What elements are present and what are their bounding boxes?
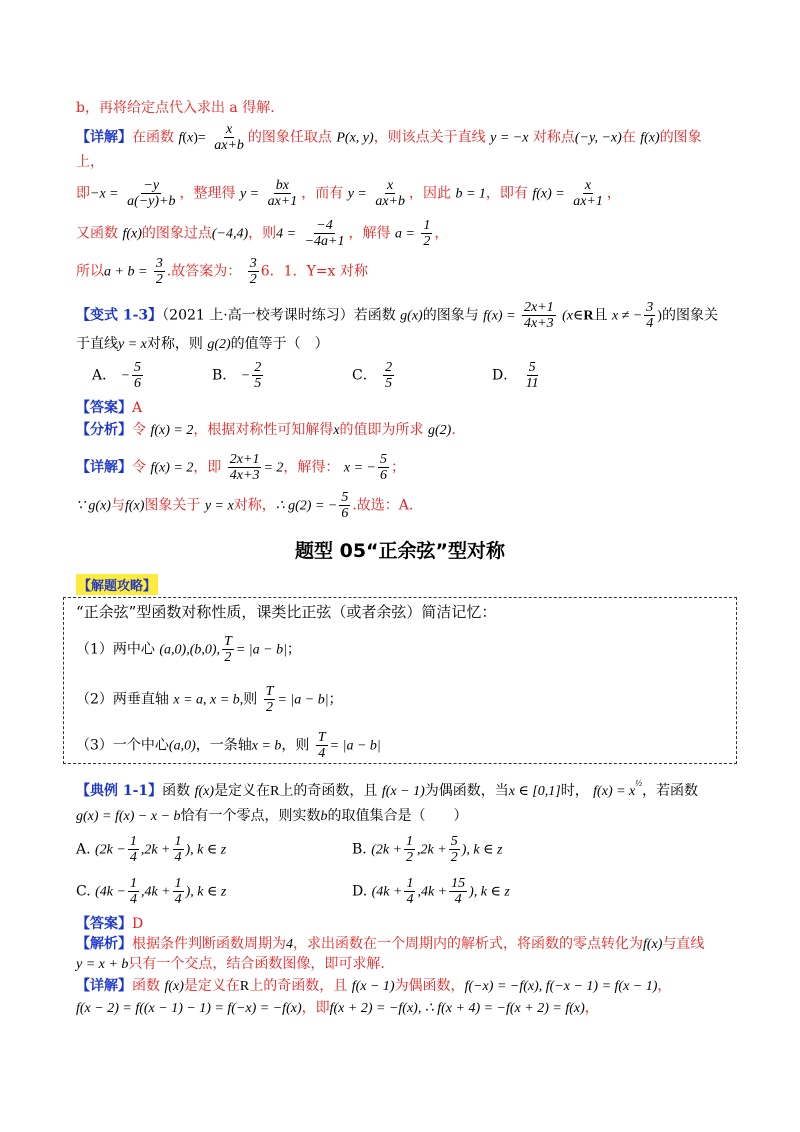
text: ； bbox=[390, 459, 405, 476]
text: “正余弦”型函数对称性质，课类比正弦（或者余弦）简洁记忆： bbox=[76, 603, 497, 621]
fraction: $\frac{1}{2}$ bbox=[423, 218, 431, 249]
text: 所以 bbox=[76, 263, 104, 280]
formula: f(x) = bbox=[532, 186, 565, 202]
formula: x bbox=[333, 423, 340, 438]
fraction: $\frac{1}{4}$ bbox=[174, 876, 182, 907]
detail-tag: 【详解】 bbox=[76, 459, 132, 476]
formula: y = x bbox=[204, 498, 234, 514]
formula: g(2) bbox=[207, 337, 231, 352]
text: ，若函数 bbox=[642, 783, 699, 799]
formula: ∴ g(2) = − bbox=[275, 498, 338, 514]
text: 的图象任取点 bbox=[247, 129, 332, 146]
answer-value: D bbox=[132, 916, 144, 932]
analysis-tag: 【解析】 bbox=[76, 936, 132, 952]
option-label: A. bbox=[76, 841, 91, 858]
solution-hint-line bbox=[76, 98, 740, 118]
variant-tag: 【变式 1-3】 bbox=[76, 307, 163, 324]
text: ，一条轴 bbox=[195, 737, 252, 754]
text: ，解得： bbox=[283, 459, 340, 476]
formula: f(x) bbox=[643, 937, 663, 952]
formula: a + b = bbox=[104, 264, 148, 280]
formula: (−4,4) bbox=[211, 226, 249, 242]
option-label: B． bbox=[212, 367, 237, 384]
fraction: $\frac{2}{5}$ bbox=[385, 360, 393, 391]
example-detail-1 bbox=[76, 976, 740, 997]
fraction: $\frac{x}{ax+1}$ bbox=[573, 178, 603, 209]
example-option-c: C. (4k − $\frac{1}{4}$ ,4k + $\frac{1}{4}$ ), k ∈ z bbox=[76, 876, 227, 907]
fraction: $\frac{2}{5}$ bbox=[254, 360, 262, 391]
variant-detail: 【详解】令 f(x) = 2，即 $\frac{2x+1}{4x+3}$ = 2，解得： x = − $\frac{5}{6}$ ； bbox=[76, 452, 405, 483]
fraction: $\frac{2x+1}{4x+3}$ bbox=[229, 452, 260, 483]
text: 与直线 bbox=[662, 936, 705, 952]
text: 在 bbox=[621, 129, 636, 146]
formula: R bbox=[239, 979, 250, 994]
option-b bbox=[212, 360, 265, 391]
fraction: $\frac{-y}{a(-y)+b}$ bbox=[127, 178, 176, 209]
text: ，整理得 bbox=[179, 185, 236, 202]
example-option-a: A. (2k − $\frac{1}{4}$ ,2k + $\frac{1}{4}$ ), k ∈ z bbox=[76, 834, 227, 865]
formula: f(x + 2) = −f(x), ∴ f(x + 4) = −f(x + 2) = f(x) bbox=[329, 1001, 585, 1016]
fraction: $\frac{3}{4}$ bbox=[646, 300, 654, 331]
detail-line-3 bbox=[76, 178, 740, 209]
text: 对称点 bbox=[532, 129, 575, 146]
formula: (2k + bbox=[371, 842, 403, 858]
fraction: $\frac{5}{6}$ bbox=[134, 360, 142, 391]
formula: f(x) = 2 bbox=[150, 460, 194, 476]
formula: y = x bbox=[118, 337, 147, 352]
text: （2021 上·高一校考课时练习）若函数 bbox=[162, 307, 396, 324]
text: 又函数 bbox=[76, 225, 118, 242]
variant-question-line-1: 【变式 1-3】（2021 上·高一校考课时练习）若函数 g(x)的图象与 f(x) = $\frac{2x+1}{4x+3}$ (x∈R且 x ≠ − $\frac{3}{4}$ )的图象关 bbox=[76, 300, 718, 331]
text: 恰有一个零点，则实数 bbox=[180, 808, 321, 824]
text: 即 bbox=[76, 185, 90, 202]
formula: a = bbox=[394, 226, 415, 242]
detail-tag: 【详解】 bbox=[76, 129, 132, 146]
formula: y = −x bbox=[490, 130, 529, 146]
option-label: D. bbox=[352, 883, 368, 900]
text: .故选：A. bbox=[352, 497, 414, 514]
text: 为偶函数，当 bbox=[424, 783, 509, 799]
text: （3）一个中心 bbox=[76, 737, 169, 754]
example-question-line-2 bbox=[76, 806, 740, 827]
text: 6．1．Y=x 对称 bbox=[260, 263, 368, 280]
detail-tag: 【详解】 bbox=[76, 978, 132, 994]
formula: g(x) bbox=[400, 308, 423, 324]
text: 上， bbox=[76, 154, 104, 170]
text: 是定义在 bbox=[214, 783, 271, 799]
option-label: C. bbox=[76, 883, 91, 900]
text: ， bbox=[584, 1000, 599, 1016]
text: 的图象与 bbox=[422, 307, 479, 324]
formula: (4k + bbox=[371, 884, 403, 900]
text: 为偶函数， bbox=[394, 978, 465, 994]
text: ，而有 bbox=[301, 185, 344, 202]
text: 上的奇函数，且 bbox=[279, 783, 378, 799]
formula: (x∈R bbox=[562, 308, 594, 324]
formula: (2k − bbox=[95, 842, 126, 858]
answer-tag: 【答案】 bbox=[76, 916, 132, 932]
text: 函数 bbox=[162, 783, 191, 799]
text: （1）两中心 bbox=[76, 641, 155, 658]
formula: b bbox=[320, 809, 328, 824]
text: ，因此 bbox=[409, 185, 451, 202]
text: 的图象 bbox=[659, 129, 702, 146]
text: .故答案为： bbox=[166, 263, 242, 280]
example-answer bbox=[76, 914, 740, 934]
text: （2）两垂直轴 bbox=[76, 691, 169, 708]
fraction: $\frac{-4}{-4a+1}$ bbox=[304, 218, 345, 249]
fraction: $\frac{2x+1}{4x+3}$ bbox=[523, 300, 554, 331]
text: 只有一个交点，结合函数图像，即可求解. bbox=[128, 956, 385, 972]
fraction: $\frac{1}{2}$ bbox=[406, 834, 414, 865]
text: 的值即为所求 bbox=[339, 422, 424, 438]
text: ，即有 bbox=[485, 185, 528, 202]
option-label: D． bbox=[492, 367, 518, 384]
text: 则 bbox=[243, 691, 258, 708]
text: ， bbox=[657, 978, 672, 994]
example-detail-2 bbox=[76, 998, 740, 1019]
answer-tag: 【答案】 bbox=[76, 400, 132, 416]
text: ，则 bbox=[248, 225, 277, 242]
formula: P(x, y) bbox=[336, 130, 374, 146]
fraction: $\frac{T}{2}$ bbox=[224, 634, 232, 665]
text: 函数 bbox=[132, 978, 160, 994]
example-tag: 【典例 1-1】 bbox=[76, 783, 163, 799]
formula: x = b bbox=[251, 738, 282, 754]
text: 令 bbox=[132, 422, 146, 438]
text: 是定义在 bbox=[183, 978, 240, 994]
fraction: $\frac{x}{ax+b}$ bbox=[375, 178, 405, 209]
strategy-intro bbox=[76, 602, 740, 622]
fraction: $\frac{5}{11}$ bbox=[525, 360, 539, 391]
text: 且 bbox=[593, 307, 608, 324]
formula: = |a − b| bbox=[277, 692, 329, 708]
formula: (a,0) bbox=[168, 738, 196, 754]
fraction: $\frac{1}{4}$ bbox=[406, 876, 414, 907]
option-label: A． bbox=[92, 367, 117, 384]
formula: g(2) bbox=[428, 423, 452, 438]
fraction: $\frac{3}{2}$ bbox=[249, 256, 257, 287]
formula: f(x) = bbox=[483, 308, 516, 324]
strategy-item-3 bbox=[76, 730, 740, 761]
fraction: $\frac{x}{ax+b}$ bbox=[214, 122, 244, 153]
formula: x ∈ [0,1] bbox=[508, 784, 561, 799]
example-option-d: D. (4k + $\frac{1}{4}$ ,4k + $\frac{15}{4}$ ), k ∈ z bbox=[352, 876, 510, 907]
text: 上的奇函数，且 bbox=[249, 978, 348, 994]
text: 的值等于（ ） bbox=[230, 336, 329, 352]
detail-line-2 bbox=[76, 152, 740, 172]
fraction: $\frac{5}{2}$ bbox=[450, 834, 458, 865]
text: ，求出函数在一个周期内的解析式，将函数的零点转化为 bbox=[293, 936, 643, 952]
formula: = |a − b| bbox=[235, 642, 287, 658]
formula: f(x) = 2 bbox=[150, 423, 194, 438]
strategy-item-2: （2）两垂直轴 x = a, x = b,则 $\frac{T}{2}$ = |a − b|； bbox=[76, 684, 343, 715]
example-analysis-1 bbox=[76, 934, 740, 955]
formula: f(x) bbox=[640, 130, 660, 146]
formula: $f(x) = x^{\frac{1}{2}}$ bbox=[593, 778, 643, 799]
formula: y = bbox=[347, 186, 367, 202]
example-analysis-2 bbox=[76, 954, 740, 975]
text: 对称， bbox=[233, 497, 276, 514]
formula: f(x − 1) bbox=[351, 979, 395, 994]
formula: ∵ g(x) bbox=[76, 498, 111, 514]
formula: 4 = bbox=[276, 226, 297, 242]
option-label: C． bbox=[352, 367, 377, 384]
text: 于直线 bbox=[76, 336, 118, 352]
text: ，即 bbox=[193, 459, 222, 476]
formula: f(x) bbox=[124, 498, 145, 514]
formula: − bbox=[240, 368, 251, 384]
text: 根据条件判断函数周期为 bbox=[132, 936, 286, 952]
answer-value: A bbox=[132, 400, 143, 416]
text: 与 bbox=[110, 497, 125, 514]
fraction: $\frac{1}{4}$ bbox=[174, 834, 182, 865]
detail-line-4 bbox=[76, 218, 740, 249]
strategy-item-1: （1）两中心 (a,0),(b,0), $\frac{T}{2}$ = |a − b|； bbox=[76, 634, 301, 665]
formula: 4 bbox=[286, 937, 293, 952]
formula: (a,0),(b,0), bbox=[159, 642, 221, 658]
text: ， bbox=[606, 185, 621, 202]
text: 图象关于 bbox=[144, 497, 201, 514]
fraction: $\frac{T}{2}$ bbox=[265, 684, 274, 715]
fraction: $\frac{1}{4}$ bbox=[129, 834, 137, 865]
hint-text: b，再将给定点代入求出 a 得解. bbox=[76, 100, 275, 116]
formula: y = bbox=[239, 186, 260, 202]
fraction: $\frac{1}{4}$ bbox=[129, 876, 137, 907]
analysis-tag: 【分析】 bbox=[76, 422, 132, 438]
option-a bbox=[92, 360, 145, 391]
variant-answer bbox=[76, 398, 740, 418]
fraction: $\frac{5}{6}$ bbox=[379, 452, 387, 483]
detail-line-5 bbox=[76, 256, 740, 287]
fraction: $\frac{3}{2}$ bbox=[155, 256, 163, 287]
formula: = |a − b| bbox=[329, 738, 381, 754]
formula: f bbox=[178, 130, 183, 146]
formula: f(x) bbox=[194, 784, 215, 799]
text: 时， bbox=[560, 783, 589, 799]
variant-question-line-2 bbox=[76, 334, 740, 355]
variant-analysis bbox=[76, 420, 740, 441]
formula: −x = bbox=[90, 186, 119, 202]
formula: g(x) = f(x) − x − b bbox=[76, 809, 181, 824]
text: 在函数 bbox=[132, 129, 174, 146]
fraction: $\frac{5}{6}$ bbox=[341, 490, 349, 521]
text: 的图象过点 bbox=[141, 225, 212, 242]
formula: x = a, x = b, bbox=[173, 692, 244, 708]
option-d bbox=[492, 360, 543, 391]
formula: b = 1 bbox=[455, 186, 486, 202]
text: ，即 bbox=[301, 1000, 330, 1016]
formula: f(−x) = −f(x), f(−x − 1) = f(x − 1) bbox=[464, 979, 658, 994]
section-title: 题型 05“正余弦”型对称 bbox=[294, 540, 506, 562]
fraction: $\frac{T}{4}$ bbox=[317, 730, 326, 761]
text: ，根据对称性可知解得 bbox=[193, 422, 334, 438]
formula: x = − bbox=[343, 460, 376, 476]
text: ，则该点关于直线 bbox=[373, 129, 486, 146]
formula: f(x − 1) bbox=[381, 784, 425, 799]
example-option-b: B. (2k + $\frac{1}{2}$ ,2k + $\frac{5}{2}$ ), k ∈ z bbox=[352, 834, 503, 865]
text: ， bbox=[434, 225, 449, 242]
formula: (−y, −x) bbox=[574, 130, 622, 146]
formula: (4k − bbox=[95, 884, 126, 900]
formula: y = x + b bbox=[76, 957, 129, 972]
text: ，则 bbox=[281, 737, 310, 754]
text: 的图象关 bbox=[661, 307, 718, 324]
formula: f(x − 2) = f((x − 1) − 1) = f(−x) = −f(x) bbox=[76, 1001, 302, 1016]
text: 对称，则 bbox=[146, 336, 203, 352]
text: ，解得 bbox=[348, 225, 391, 242]
strategy-tag: 【解题攻略】 bbox=[76, 574, 158, 595]
text: 的取值集合是（ ） bbox=[327, 808, 468, 824]
formula: x ≠ − bbox=[611, 308, 643, 324]
formula: R bbox=[270, 784, 280, 799]
example-question-line-1 bbox=[76, 773, 740, 802]
variant-conclusion bbox=[76, 490, 740, 521]
fraction: $\frac{15}{4}$ bbox=[451, 876, 466, 907]
option-label: B. bbox=[352, 841, 367, 858]
detail-line-1: 【详解】在函数 f(x)= $\frac{x}{ax+b}$ 的图象任取点 P(x, y)，则该点关于直线 y = −x 对称点(−y, −x)在 f(x)的图象 bbox=[76, 122, 702, 153]
formula: − bbox=[120, 368, 131, 384]
fraction: $\frac{bx}{ax+1}$ bbox=[267, 178, 298, 209]
text: 令 bbox=[132, 459, 146, 476]
text: . bbox=[451, 422, 456, 438]
option-c bbox=[352, 360, 396, 391]
formula: f(x) bbox=[122, 226, 142, 242]
formula: f(x) bbox=[164, 979, 184, 994]
